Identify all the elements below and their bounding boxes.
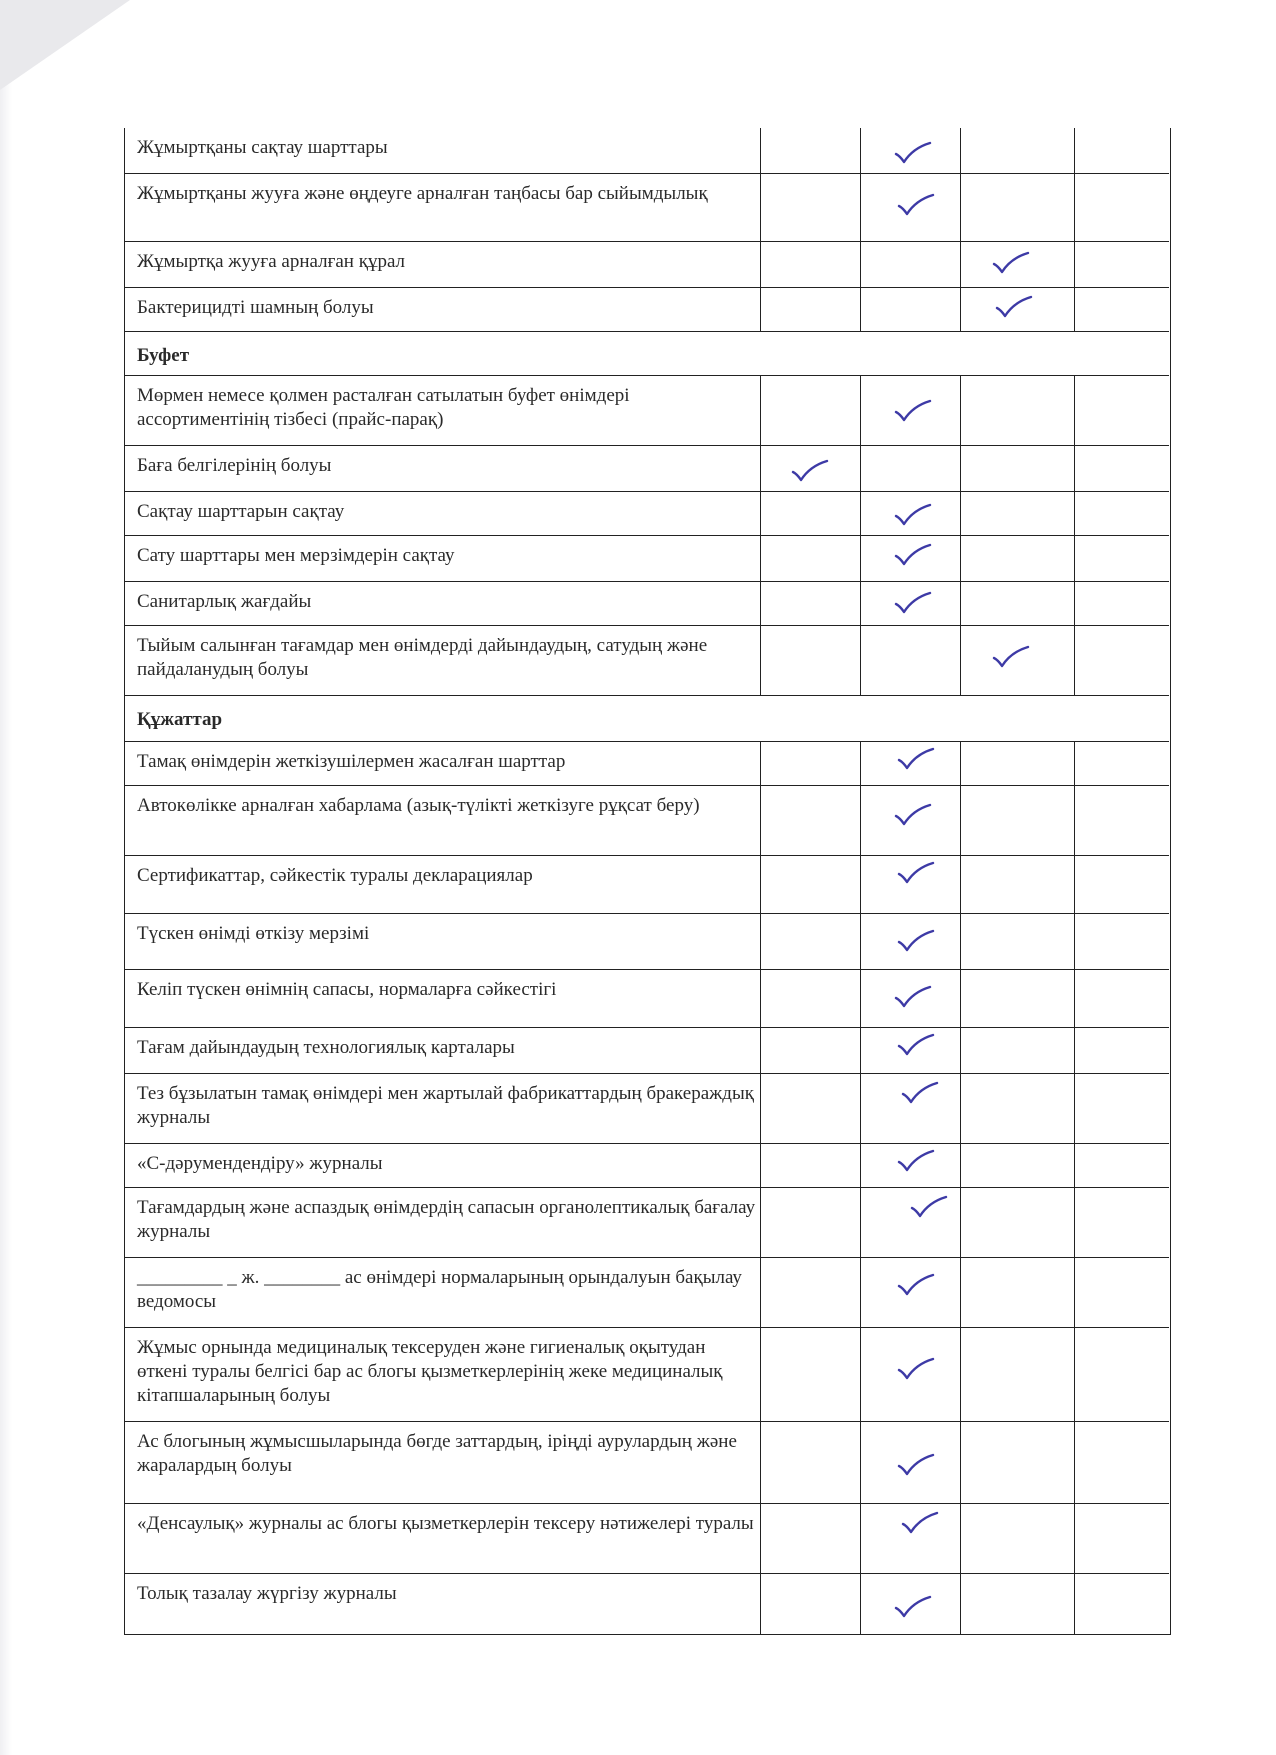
table-row (125, 626, 1169, 696)
check-mark-icon (900, 1080, 940, 1106)
section-header-row (125, 332, 1169, 376)
section-header-row (125, 696, 1169, 742)
section-title: Буфет (137, 345, 190, 366)
table-row (125, 446, 1169, 492)
check-mark-icon (896, 746, 936, 772)
check-mark-icon (994, 294, 1034, 320)
row-label: Мөрмен немесе қолмен расталған сатылатын буфет өнімдері ассортиментінің тізбесі (прайс-парақ) (137, 385, 630, 430)
row-label: Тамақ өнімдерін жеткізушілермен жасалған шарттар (137, 751, 566, 772)
check-mark-icon (896, 928, 936, 954)
section-title: Құжаттар (137, 709, 223, 730)
table-row (125, 1074, 1169, 1144)
table-row (125, 970, 1169, 1028)
table-row (125, 1422, 1169, 1504)
row-label: Жұмыртқаны жууға және өңдеуге арналған таңбасы бар сыйымдылық (137, 183, 708, 204)
table-row (125, 1188, 1169, 1258)
row-label: «С-дәрумендендіру» журналы (137, 1153, 383, 1174)
row-label: Сақтау шарттарын сақтау (137, 501, 345, 522)
row-label: _________ _ ж. ________ ас өнімдері нормаларының орындалуын бақылау ведомосы (137, 1267, 742, 1312)
folded-corner (0, 0, 130, 90)
table-row (125, 786, 1169, 856)
check-mark-icon (896, 1148, 936, 1174)
row-label: Толық тазалау жүргізу журналы (137, 1583, 397, 1604)
table-row (125, 376, 1169, 446)
check-mark-icon (893, 984, 933, 1010)
row-label: Жұмыртқа жууға арналған құрал (137, 251, 406, 272)
check-mark-icon (896, 1356, 936, 1382)
check-mark-icon (893, 1594, 933, 1620)
row-label: Баға белгілерінің болуы (137, 455, 332, 476)
row-label: Сату шарттары мен мерзімдерін сақтау (137, 545, 455, 566)
table-row (125, 1328, 1169, 1422)
check-mark-icon (893, 502, 933, 528)
check-mark-icon (896, 192, 936, 218)
table-row (125, 288, 1169, 332)
check-mark-icon (896, 1452, 936, 1478)
row-label: Тыйым салынған тағамдар мен өнімдерді дайындаудың, сатудың және пайдаланудың болуы (137, 635, 708, 680)
row-label: Келіп түскен өнімнің сапасы, нормаларға сәйкестігі (137, 979, 557, 1000)
check-mark-icon (896, 1032, 936, 1058)
table-row (125, 128, 1169, 174)
check-mark-icon (909, 1194, 949, 1220)
row-label: Автокөлікке арналған хабарлама (азық-түлікті жеткізуге рұқсат беру) (137, 795, 700, 816)
table-row (125, 1504, 1169, 1574)
table-row (125, 914, 1169, 970)
check-mark-icon (991, 250, 1031, 276)
check-mark-icon (893, 542, 933, 568)
row-label: Ас блогының жұмысшыларында бөгде заттардың, іріңді аурулардың және жаралардың болуы (137, 1431, 737, 1476)
check-mark-icon (900, 1510, 940, 1536)
check-mark-icon (991, 644, 1031, 670)
table-row (125, 1574, 1169, 1634)
row-label: Тағамдардың және аспаздық өнімдердің сапасын органолептикалық бағалау журналы (137, 1197, 756, 1242)
table-row (125, 1144, 1169, 1188)
check-mark-icon (893, 802, 933, 828)
table-row (125, 856, 1169, 914)
row-label: Тез бұзылатын тамақ өнімдері мен жартылай фабрикаттардың бракераждық журналы (137, 1083, 754, 1128)
row-label: Түскен өнімді өткізу мерзімі (137, 923, 370, 944)
row-label: Сертификаттар, сәйкестік туралы декларациялар (137, 865, 533, 886)
page-edge-shadow (0, 0, 12, 1755)
check-mark-icon (893, 590, 933, 616)
row-label: «Денсаулық» журналы ас блогы қызметкерлерін тексеру нәтижелері туралы (137, 1513, 754, 1534)
table-row (125, 536, 1169, 582)
checklist-table (124, 128, 1171, 1635)
check-mark-icon (893, 140, 933, 166)
check-mark-icon (896, 1272, 936, 1298)
check-mark-icon (790, 458, 830, 484)
table-row (125, 582, 1169, 626)
check-mark-icon (893, 398, 933, 424)
table-row (125, 1258, 1169, 1328)
table-row (125, 1028, 1169, 1074)
table-row (125, 174, 1169, 242)
row-label: Жұмыртқаны сақтау шарттары (137, 137, 388, 158)
table-row (125, 242, 1169, 288)
row-label: Тағам дайындаудың технологиялық карталары (137, 1037, 515, 1058)
check-mark-icon (896, 860, 936, 886)
row-label: Санитарлық жағдайы (137, 591, 312, 612)
row-label: Жұмыс орнында медициналық тексеруден және гигиеналық оқытудан өткені туралы белгісі бар ас блогы қызметкерлерінің жеке медициналық кітапшаларының болуы (137, 1337, 723, 1406)
row-label: Бактерицидті шамның болуы (137, 297, 374, 318)
table-row (125, 742, 1169, 786)
table-row (125, 492, 1169, 536)
